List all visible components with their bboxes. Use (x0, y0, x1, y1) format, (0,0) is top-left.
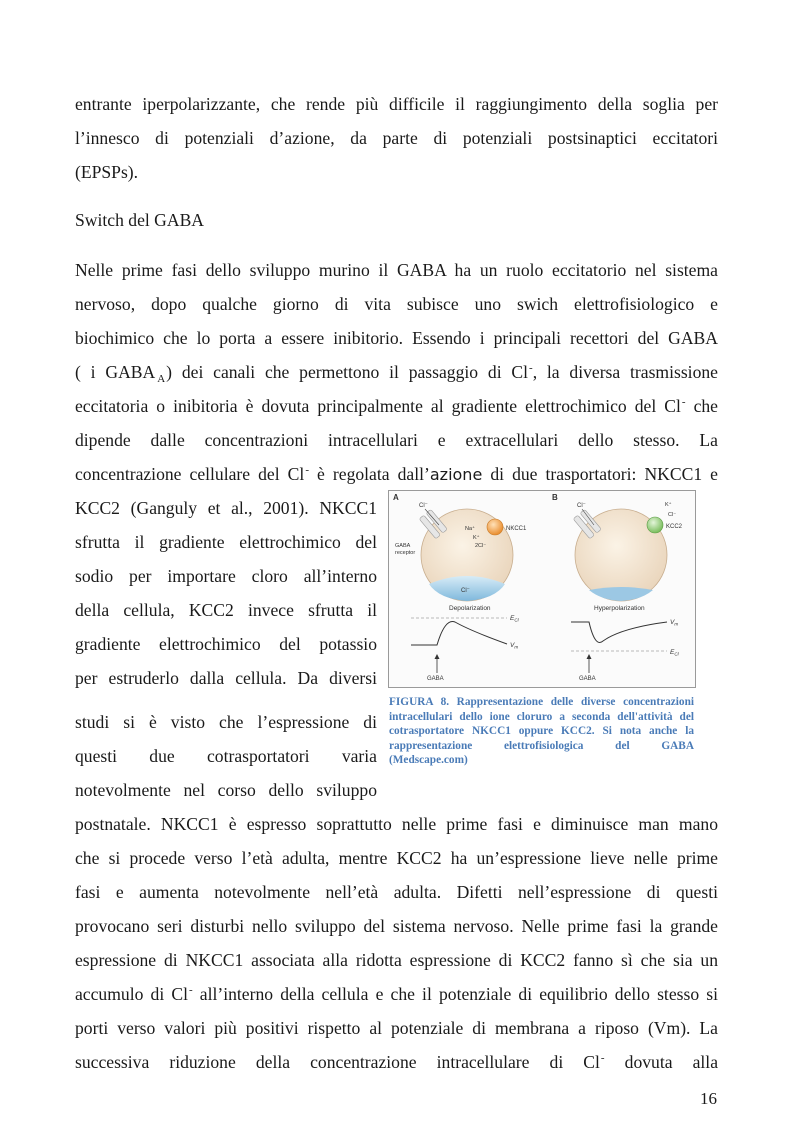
text-line (75, 1051, 718, 1076)
text-fragment: azione (429, 465, 483, 484)
kcc2-label: KCC2 (666, 524, 683, 530)
gaba-receptor-label: GABA (395, 543, 411, 549)
potassium-label: K⁺ (665, 502, 672, 508)
text-fragment: concentrazione cellulare del Cl (75, 464, 305, 484)
ecl-letter: E (510, 615, 515, 622)
gaba-receptor-label: receptor (395, 550, 416, 556)
text-line (75, 463, 718, 488)
ecl-label (670, 649, 680, 657)
potassium-label: K⁺ (473, 535, 480, 541)
text-line: provocano seri disturbi nello sviluppo del sistema nervoso. Nelle prime fasi la grande (75, 916, 718, 936)
chloride-label: Cl⁻ (668, 512, 677, 518)
text-line: della cellula, KCC2 invece sfrutta il (75, 600, 377, 620)
vm-subscript: m (514, 644, 519, 650)
vm-letter: V (670, 619, 675, 626)
vm-letter: V (510, 642, 515, 649)
panel-label-b: B (552, 493, 558, 502)
chloride-label: Cl⁻ (419, 503, 428, 509)
vm-label (670, 619, 678, 627)
caption-line: cotrasportatore NKCC1 oppure KCC2. Si nota anche la (389, 725, 694, 737)
text-fragment: ( i GABA (75, 362, 156, 382)
text-fragment: accumulo di Cl (75, 984, 188, 1004)
gaba-label: GABA (427, 676, 444, 682)
text-fragment: dovuta alla (604, 1052, 719, 1072)
text-fragment: è regolata dall’ (308, 464, 430, 484)
text-line (75, 361, 718, 386)
gaba-arrow-head (587, 654, 592, 659)
text-line: Nelle prime fasi dello sviluppo murino il GABA ha un ruolo eccitatorio nel sistema (75, 260, 718, 280)
caption-line: (Medscape.com) (389, 754, 468, 766)
text-line: sodio per importare cloro all’interno (75, 566, 377, 586)
two-chloride-label: 2Cl⁻ (475, 543, 487, 549)
section-heading: Switch del GABA (75, 210, 205, 230)
superscript: - (529, 362, 533, 374)
text-fragment: , la diversa trasmissione (532, 362, 718, 382)
depolarization-trace (411, 621, 507, 645)
caption-line: intracellulari dello ione cloruro a seconda dell'attività del (389, 710, 694, 723)
gaba-arrow-head (435, 654, 440, 659)
text-line: per estruderlo dalla cellula. Da diversi (75, 668, 377, 688)
text-fragment: di due trasportatori: NKCC1 e (482, 464, 718, 484)
text-line (75, 983, 718, 1008)
panel-label-a: A (393, 493, 399, 502)
ecl-letter: E (670, 649, 675, 656)
text-fragment: che (685, 396, 718, 416)
text-line: che si procede verso l’età adulta, mentre KCC2 ha un’espressione lieve nelle prime (75, 848, 718, 868)
superscript: - (600, 1052, 605, 1064)
chloride-label: Cl⁻ (461, 588, 470, 594)
hyperpolarization-label: Hyperpolarization (594, 605, 645, 612)
superscript: - (681, 396, 686, 408)
text-line: espressione di NKCC1 associata alla ridotta espressione di KCC2 fanno sì che sia un (75, 950, 718, 970)
depolarization-label: Depolarization (449, 605, 491, 612)
text-line: notevolmente nel corso dello sviluppo (75, 780, 377, 800)
superscript: - (188, 984, 193, 996)
figure-gaba-switch (388, 490, 696, 688)
subscript: A (157, 373, 166, 385)
text-fragment: eccitatoria o inibitoria è dovuta principalmente al gradiente elettrochimico del Cl (75, 396, 681, 416)
text-line (75, 395, 718, 420)
text-line: entrante iperpolarizzante, che rende più difficile il raggiungimento della soglia per (75, 94, 718, 114)
gaba-label: GABA (579, 676, 596, 682)
figure-caption (389, 695, 694, 768)
text-line: KCC2 (Ganguly et al., 2001). NKCC1 (75, 498, 377, 518)
nkcc1-label: NKCC1 (506, 526, 527, 532)
vm-label (510, 642, 518, 650)
text-fragment: all’interno della cellula e che il potenziale di equilibrio dello stesso si (192, 984, 718, 1004)
text-line: fasi e aumenta notevolmente nell’età adulta. Difetti nell’espressione di questi (75, 882, 718, 902)
text-fragment: ) dei canali che permettono il passaggio di Cl (166, 362, 529, 382)
chloride-label: Cl⁻ (577, 503, 586, 509)
sodium-label: Na⁺ (465, 526, 475, 532)
text-line: gradiente elettrochimico del potassio (75, 634, 377, 654)
text-line: postnatale. NKCC1 è espresso soprattutto nelle prime fasi e diminuisce man mano (75, 814, 718, 834)
ecl-subscript: Cl (674, 651, 679, 657)
page-number: 16 (700, 1089, 717, 1108)
caption-line: FIGURA 8. Rappresentazione delle diverse concentrazioni (389, 696, 694, 708)
text-line: porti verso valori più positivi rispetto al potenziale di membrana a riposo (Vm). La (75, 1018, 718, 1038)
text-line: sfrutta il gradiente elettrochimico del (75, 532, 377, 552)
vm-subscript: m (674, 621, 679, 627)
text-line: studi si è visto che l’espressione di (75, 712, 377, 732)
chloride-pool-low (589, 587, 653, 601)
ecl-subscript: Cl (514, 617, 519, 623)
superscript: - (305, 464, 309, 476)
text-line: nervoso, dopo qualche giorno di vita subisce uno swich elettrofisiologico e (75, 294, 718, 314)
text-fragment: successiva riduzione della concentrazione intracellulare di Cl (75, 1052, 600, 1072)
caption-line: rappresentazione elettrofisiologica del GABA (389, 739, 694, 752)
nkcc1-transporter (487, 519, 503, 535)
text-line: questi due cotrasportatori varia (75, 746, 377, 766)
hyperpolarization-trace (571, 622, 667, 642)
ecl-label (510, 615, 520, 623)
figure-diagram (389, 491, 695, 687)
text-line: dipende dalle concentrazioni intracellulari e extracellulari dello stesso. La (75, 430, 718, 450)
text-line: biochimico che lo porta a essere inibitorio. Essendo i principali recettori del GABA (75, 328, 718, 348)
kcc2-transporter (647, 517, 663, 533)
text-line: (EPSPs). (75, 162, 139, 182)
text-line: l’innesco di potenziali d’azione, da parte di potenziali postsinaptici eccitatori (75, 128, 718, 148)
